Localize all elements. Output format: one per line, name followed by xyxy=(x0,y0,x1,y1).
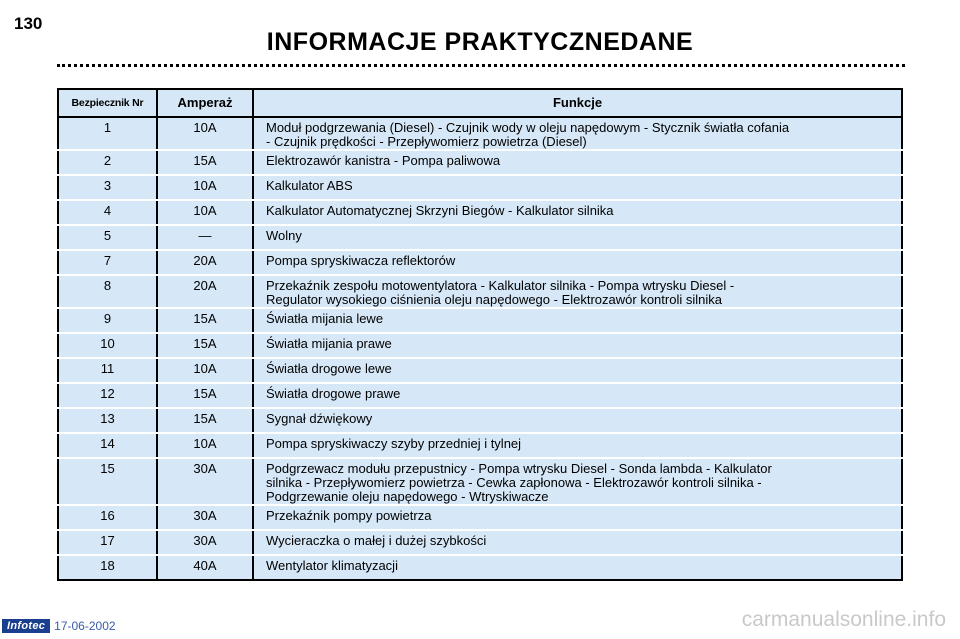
table-row xyxy=(58,275,902,308)
table-row xyxy=(58,333,902,358)
amperage-cell: 10A xyxy=(157,433,253,458)
fuse-number-cell: 4 xyxy=(58,200,157,225)
amperage-cell: 10A xyxy=(157,200,253,225)
amperage-cell: 20A xyxy=(157,250,253,275)
fuse-table-body xyxy=(58,117,902,580)
table-row xyxy=(58,530,902,555)
amperage-cell: 15A xyxy=(157,333,253,358)
function-cell: Sygnał dźwiękowy xyxy=(253,408,902,433)
fuse-number-cell: 3 xyxy=(58,175,157,200)
amperage-cell: 15A xyxy=(157,408,253,433)
amperage-cell: 10A xyxy=(157,358,253,383)
amperage-cell: 15A xyxy=(157,383,253,408)
function-cell: Wentylator klimatyzacji xyxy=(266,558,398,573)
watermark: carmanualsonline.info xyxy=(741,608,946,631)
table-header-row xyxy=(58,89,902,117)
fuse-number-cell: 7 xyxy=(58,250,157,275)
table-row xyxy=(58,555,902,580)
fuse-number-cell: 2 xyxy=(58,150,157,175)
fuse-table xyxy=(57,88,903,581)
function-cell: Wycieraczka o małej i dużej szybkości xyxy=(253,530,902,555)
header-functions: Funkcje xyxy=(253,89,902,117)
function-cell: Przekaźnik zespołu motowentylatora - Kalkulator silnika - Pompa wtrysku Diesel - Regulator wysokiego ciśnienia oleju napędowego - Elektrozawór kontroli silnika xyxy=(253,275,902,308)
function-cell: Przekaźnik pompy powietrza xyxy=(253,505,902,530)
amperage-cell: 15A xyxy=(157,150,253,175)
header-amperage: Amperaż xyxy=(157,89,253,117)
amperage-cell: 20A xyxy=(157,275,253,308)
function-cell: Podgrzewacz modułu przepustnicy - Pompa wtrysku Diesel - Sonda lambda - Kalkulator silnika - Przepływomierz powietrza - Cewka zapłonowa - Elektrozawór kontroli silnika - Podgrzewanie oleju napędowego - Wtryskiwacze xyxy=(253,458,902,505)
footer xyxy=(2,618,116,633)
function-cell: Kalkulator ABS xyxy=(253,175,902,200)
fuse-number-cell: 1 xyxy=(58,117,157,150)
infotec-logo: Infotec xyxy=(2,619,50,633)
footer-date: 17-06-2002 xyxy=(54,618,116,633)
fuse-number-cell: 18 xyxy=(58,555,157,580)
amperage-cell: 10A xyxy=(157,117,253,150)
fuse-number-cell: 11 xyxy=(58,358,157,383)
page-number: 130 xyxy=(14,14,43,33)
table-row xyxy=(58,408,902,433)
header-fuse-number: Bezpiecznik Nr xyxy=(58,89,157,117)
amperage-cell: — xyxy=(157,225,253,250)
table-row xyxy=(58,250,902,275)
table-row xyxy=(58,150,902,175)
table-row xyxy=(58,383,902,408)
fuse-number-cell: 8 xyxy=(58,275,157,308)
page-title: INFORMACJE PRAKTYCZNEDANE xyxy=(266,28,694,56)
table-row xyxy=(58,433,902,458)
fuse-number-cell: 9 xyxy=(58,308,157,333)
dotted-divider xyxy=(57,64,905,67)
table-row xyxy=(58,225,902,250)
function-cell: Pompa spryskiwaczy szyby przedniej i tylnej xyxy=(253,433,902,458)
function-cell: Kalkulator Automatycznej Skrzyni Biegów - Kalkulator silnika xyxy=(253,200,902,225)
amperage-cell: 30A xyxy=(157,458,253,505)
fuse-number-cell: 17 xyxy=(58,530,157,555)
function-cell: Światła mijania lewe xyxy=(253,308,902,333)
fuse-number-cell: 5 xyxy=(58,225,157,250)
table-row xyxy=(58,458,902,505)
amperage-cell: 10A xyxy=(157,175,253,200)
amperage-cell: 15A xyxy=(157,308,253,333)
table-row xyxy=(58,117,902,150)
amperage-cell: 30A xyxy=(157,505,253,530)
function-cell: Pompa spryskiwacza reflektorów xyxy=(253,250,902,275)
table-row xyxy=(58,175,902,200)
function-cell: Moduł podgrzewania (Diesel) - Czujnik wody w oleju napędowym - Stycznik światła cofania - Czujnik prędkości - Przepływomierz powietrza (Diesel) xyxy=(253,117,902,150)
table-row xyxy=(58,358,902,383)
fuse-number-cell: 12 xyxy=(58,383,157,408)
table-row xyxy=(58,505,902,530)
function-cell: Wolny xyxy=(253,225,902,250)
fuse-number-cell: 15 xyxy=(58,458,157,505)
amperage-cell: 40A xyxy=(157,555,253,580)
fuse-number-cell: 16 xyxy=(58,505,157,530)
fuse-number-cell: 14 xyxy=(58,433,157,458)
table-row xyxy=(58,200,902,225)
function-cell: Światła mijania prawe xyxy=(253,333,902,358)
function-cell: Światła drogowe lewe xyxy=(253,358,902,383)
function-cell: Elektrozawór kanistra - Pompa paliwowa xyxy=(253,150,902,175)
table-row xyxy=(58,308,902,333)
fuse-number-cell: 10 xyxy=(58,333,157,358)
function-cell: Światła drogowe prawe xyxy=(253,383,902,408)
fuse-number-cell: 13 xyxy=(58,408,157,433)
amperage-cell: 30A xyxy=(157,530,253,555)
